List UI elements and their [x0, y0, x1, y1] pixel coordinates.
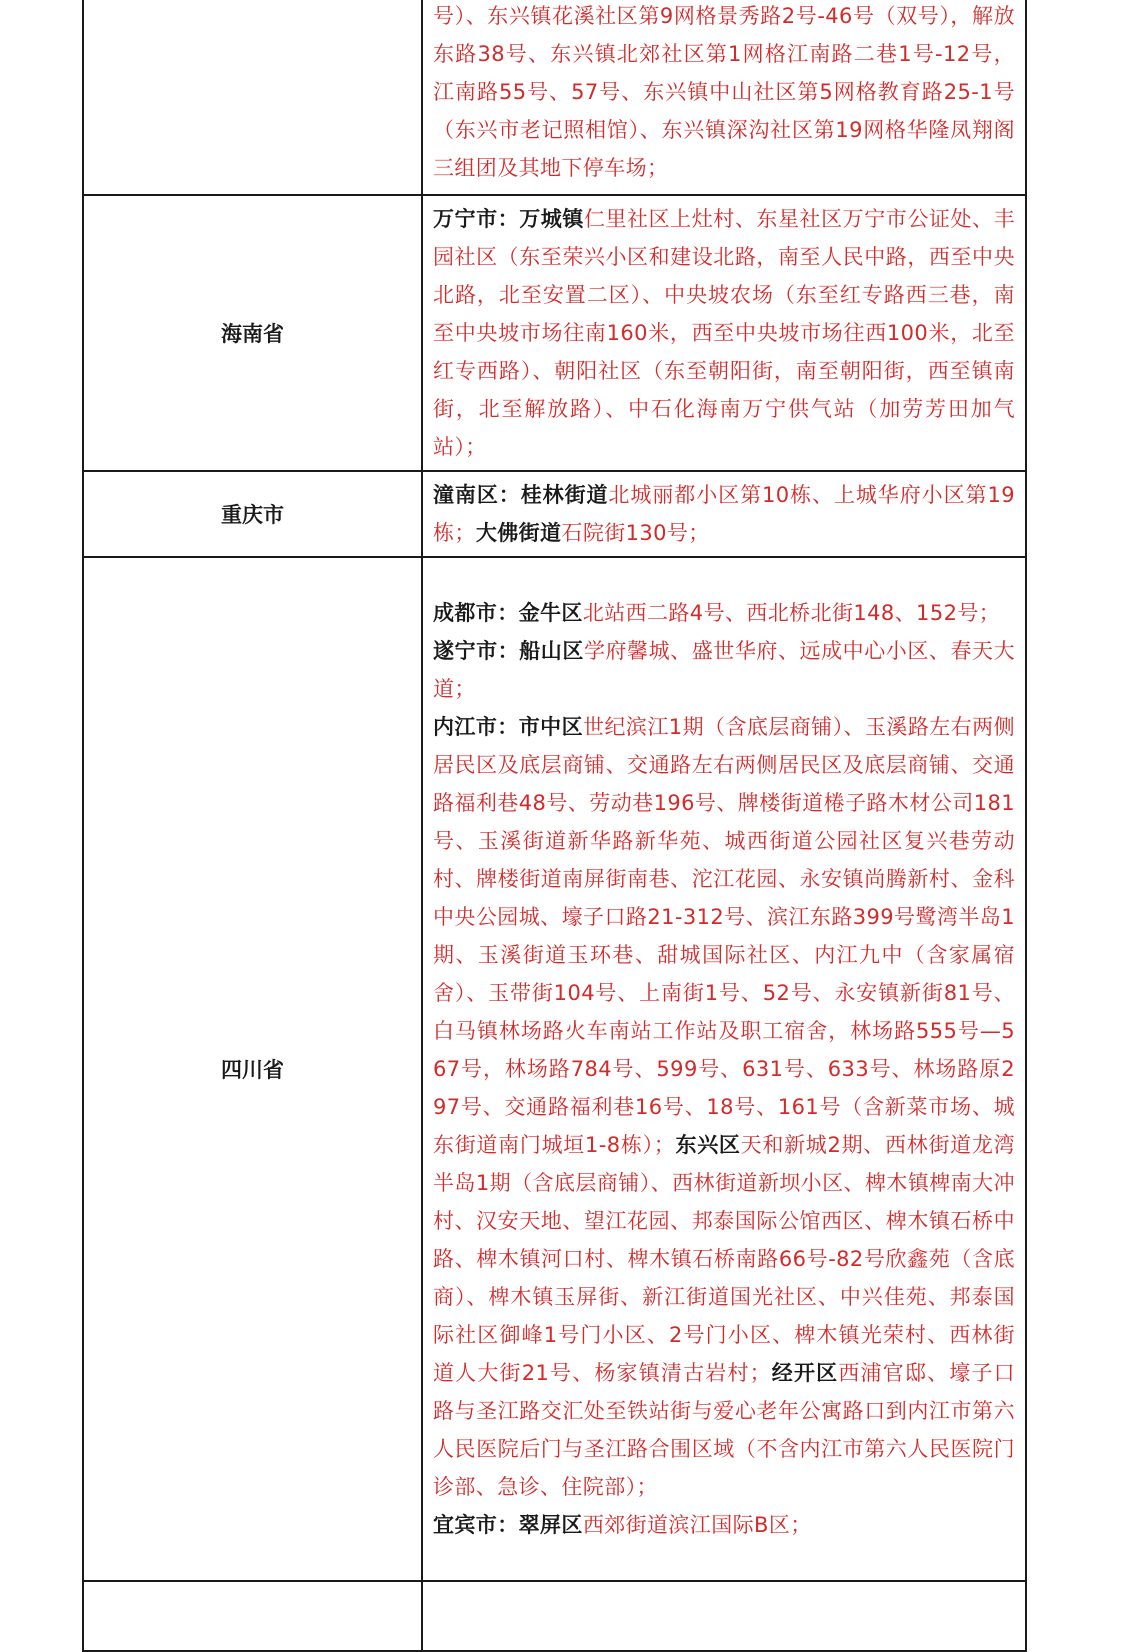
province-cell: 海南省: [83, 195, 422, 471]
district-label: 潼南区：桂林街道: [433, 483, 609, 507]
table-row: [83, 1581, 1026, 1651]
area-text: 北站西二路4号、西北桥北街148、152号；: [582, 601, 1001, 625]
province-cell: 重庆市: [83, 471, 422, 557]
area-list-cell: [422, 0, 1026, 195]
area-list-cell: [422, 471, 1026, 557]
district-label: 万宁市：万城镇: [433, 207, 584, 231]
province-cell: [83, 0, 422, 195]
table-row: [83, 471, 1026, 557]
province-cell: [83, 1581, 422, 1651]
table-row: [83, 0, 1026, 195]
area-text: 西浦官邸、壕子口路与圣江路交汇处至铁站街与爱心老年公寓路口到内江市第六人民医院后门与圣江路合围区域（不含内江市第六人民医院门诊部、急诊、住院部）；: [433, 1361, 1016, 1499]
district-label: 宜宾市：翠屏区: [433, 1513, 583, 1537]
area-text: 北城丽都小区第10栋、上城华府小区第19栋；: [433, 483, 1015, 545]
area-paragraph: [433, 200, 1015, 466]
district-label: 东兴区: [675, 1133, 741, 1157]
district-label: 内江市：市中区: [433, 715, 584, 739]
area-paragraph: [433, 594, 1015, 632]
district-label: 成都市：金牛区: [433, 601, 583, 625]
district-label: 遂宁市：船山区: [433, 639, 584, 663]
area-text: 石院街130号；: [561, 521, 710, 545]
district-label: 经开区: [771, 1361, 839, 1385]
area-paragraph: [433, 0, 1015, 187]
district-label: 大佛街道: [475, 521, 562, 545]
area-list-cell: [422, 557, 1026, 1581]
province-cell: 四川省: [83, 557, 422, 1581]
area-text: 号）、东兴镇花溪社区第9网格景秀路2号-46号（双号），解放东路38号、东兴镇北郊社区第1网格江南路二巷1号-12号，江南路55号、57号、东兴镇中山社区第5网格教育路25-1号（东兴市老记照相馆）、东兴镇深沟社区第19网格华隆凤翔阁三组团及其地下停车场；: [433, 4, 1015, 180]
table-body: [83, 0, 1026, 1651]
risk-area-table: [82, 0, 1027, 1652]
area-text: 世纪滨江1期（含底层商铺）、玉溪路左右两侧居民区及底层商铺、交通路左右两侧居民区及底层商铺、交通路福利巷48号、劳动巷196号、牌楼街道棬子路木材公司181号、玉溪街道新华路新华苑、城西街道公园社区复兴巷劳动村、牌楼街道南屏街南巷、沱江花园、永安镇尚腾新村、金科中央公园城、壕子口路21-312号、滨江东路399号鹭湾半岛1期、玉溪街道玉环巷、甜城国际社区、内江九中（含家属宿舍）、玉带街104号、上南街1号、52号、永安镇新街81号、白马镇林场路火车南站工作站及职工宿舍，林场路555号—567号，林场路784号、599号、631号、633号、林场路原297号、交通路福利巷16号、18号、161号（含新菜市场、城东街道南门城垣1-8栋）；: [433, 715, 1015, 1157]
table-row: [83, 557, 1026, 1581]
area-text: 学府馨城、盛世华府、远成中心小区、春天大道；: [433, 639, 1015, 701]
area-text: 西郊街道滨江国际B区；: [582, 1513, 812, 1537]
area-paragraph: [433, 632, 1015, 708]
area-paragraph: [433, 708, 1015, 1506]
area-list-cell: [422, 195, 1026, 471]
area-paragraph: [433, 1506, 1015, 1544]
area-list-cell: [422, 1581, 1026, 1651]
table-row: [83, 195, 1026, 471]
area-text: 仁里社区上灶村、东星社区万宁市公证处、丰园社区（东至荣兴小区和建设北路，南至人民中路，西至中央北路，北至安置二区）、中央坡农场（东至红专路西三巷，南至中央坡市场往南160米，西至中央坡市场往西100米，北至红专西路）、朝阳社区（东至朝阳街，南至朝阳街，西至镇南街，北至解放路）、中石化海南万宁供气站（加劳芳田加气站）；: [433, 207, 1015, 459]
area-text: 天和新城2期、西林街道龙湾半岛1期（含底层商铺）、西林街道新坝小区、椑木镇椑南大冲村、汉安天地、望江花园、邦泰国际公馆西区、椑木镇石桥中路、椑木镇河口村、椑木镇石桥南路66号-82号欣鑫苑（含底商）、椑木镇玉屏街、新江街道国光社区、中兴佳苑、邦泰国际社区御峰1号门小区、2号门小区、椑木镇光荣村、西林街道人大街21号、杨家镇清古岩村；: [433, 1133, 1016, 1385]
area-paragraph: [433, 476, 1015, 552]
